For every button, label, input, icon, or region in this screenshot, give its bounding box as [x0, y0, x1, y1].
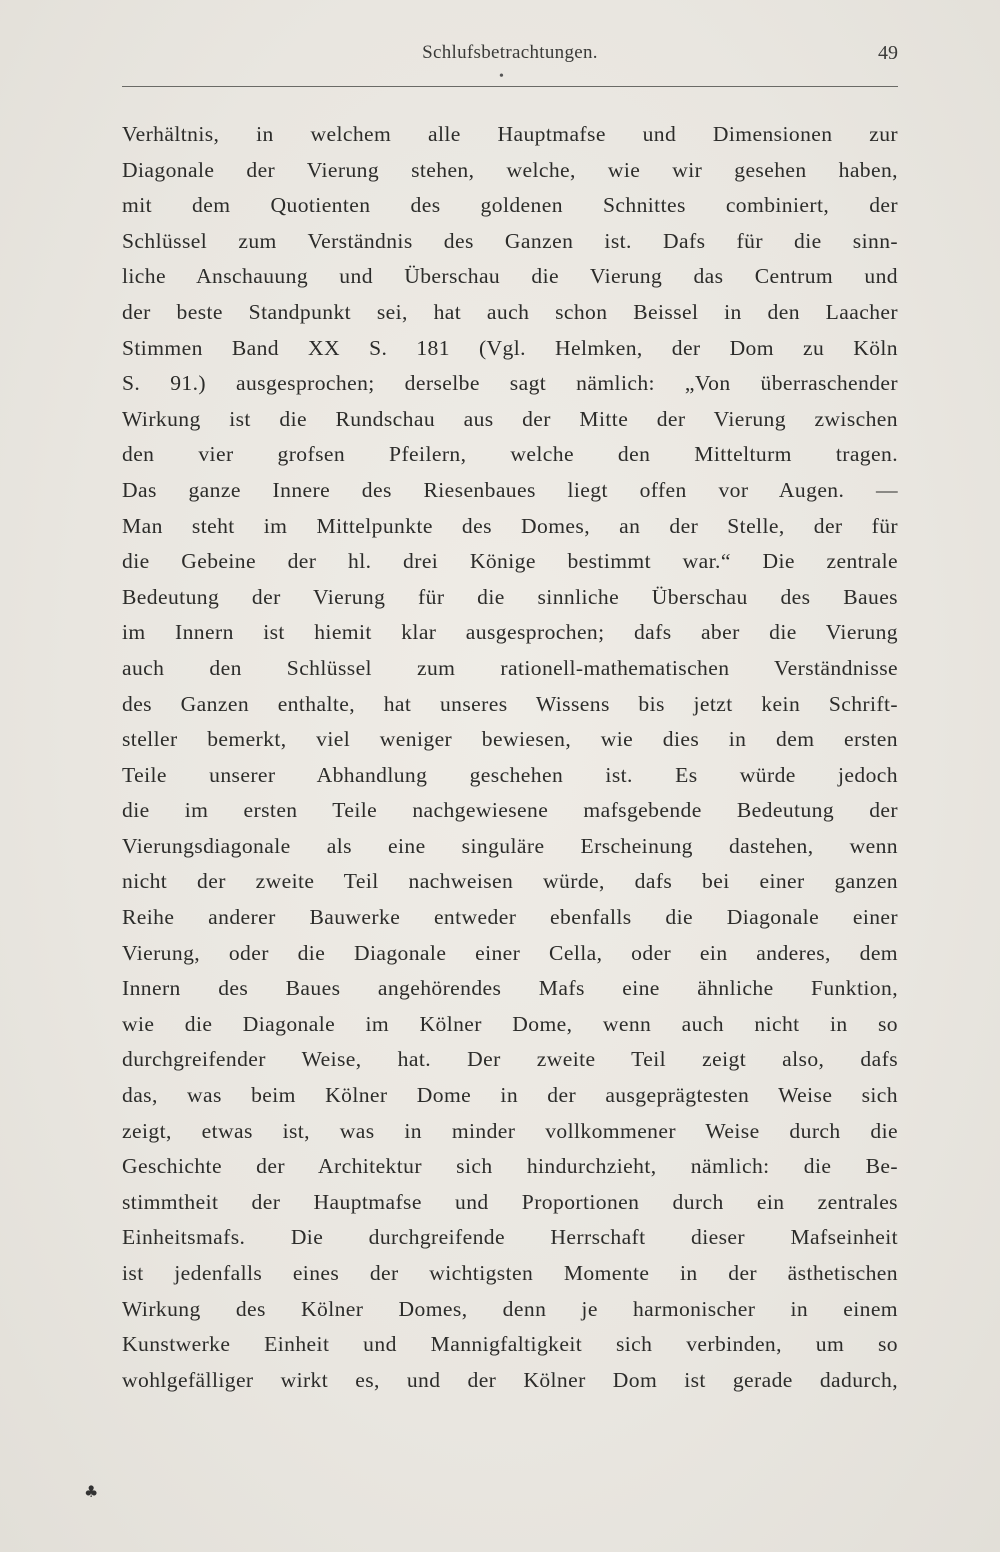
page-number: 49	[878, 42, 898, 64]
text-line: die Gebeine der hl. drei Könige bestimmt war.“ Die zentrale	[122, 549, 898, 574]
text-line: Wirkung des Kölner Domes, denn je harmonischer in einem	[122, 1296, 898, 1321]
text-line: Schlüssel zum Verständnis des Ganzen ist. Dafs für die sinn-	[122, 228, 898, 253]
text-line: der beste Standpunkt sei, hat auch schon Beissel in den Laacher	[122, 299, 898, 324]
text-line: Vierungsdiagonale als eine singuläre Erscheinung dastehen, wenn	[122, 833, 898, 858]
body-text	[122, 117, 898, 1398]
text-line: wie die Diagonale im Kölner Dome, wenn auch nicht in so	[122, 1011, 898, 1036]
text-line: Teile unserer Abhandlung geschehen ist. Es würde jedoch	[122, 762, 898, 787]
text-line: Bedeutung der Vierung für die sinnliche Überschau des Baues	[122, 584, 898, 609]
text-line: Das ganze Innere des Riesenbaues liegt offen vor Augen. —	[122, 477, 898, 502]
text-line: den vier grofsen Pfeilern, welche den Mittelturm tragen.	[122, 442, 898, 467]
text-line: Wirkung ist die Rundschau aus der Mitte der Vierung zwischen	[122, 406, 898, 431]
footer-mark: ♣	[84, 1482, 99, 1501]
text-line: im Innern ist hiemit klar ausgesprochen; dafs aber die Vierung	[122, 620, 898, 645]
text-line: Einheitsmafs. Die durchgreifende Herrschaft dieser Mafseinheit	[122, 1225, 898, 1250]
header-dot: •	[499, 69, 504, 84]
text-line: ist jedenfalls eines der wichtigsten Momente in der ästhetischen	[122, 1261, 898, 1285]
text-line: durchgreifender Weise, hat. Der zweite Teil zeigt also, dafs	[122, 1047, 898, 1072]
text-line: die im ersten Teile nachgewiesene mafsgebende Bedeutung der	[122, 798, 898, 823]
text-line: Man steht im Mittelpunkte des Domes, an der Stelle, der für	[122, 513, 898, 538]
text-line: zeigt, etwas ist, was in minder vollkommener Weise durch die	[122, 1118, 898, 1143]
text-line: Reihe anderer Bauwerke entweder ebenfalls die Diagonale einer	[122, 905, 898, 930]
text-line: mit dem Quotienten des goldenen Schnittes combiniert, der	[122, 193, 898, 218]
text-line: das, was beim Kölner Dome in der ausgeprägtesten Weise sich	[122, 1083, 898, 1108]
text-line: des Ganzen enthalte, hat unseres Wissens bis jetzt kein Schrift-	[122, 691, 898, 716]
running-title: Schlufsbetrachtungen.	[422, 42, 598, 63]
text-line: Geschichte der Architektur sich hindurchzieht, nämlich: die Be-	[122, 1154, 898, 1179]
text-line: liche Anschauung und Überschau die Vierung das Centrum und	[122, 264, 898, 289]
text-line: Kunstwerke Einheit und Mannigfaltigkeit sich verbinden, um so	[122, 1332, 898, 1357]
text-line: stimmtheit der Hauptmafse und Proportionen durch ein zentrales	[122, 1189, 898, 1214]
text-line: Stimmen Band XX S. 181 (Vgl. Helmken, der Dom zu Köln	[122, 335, 898, 360]
text-line: auch den Schlüssel zum rationell-mathematischen Verständnisse	[122, 655, 898, 680]
text-line: nicht der zweite Teil nachweisen würde, dafs bei einer ganzen	[122, 869, 898, 894]
running-head	[122, 42, 898, 88]
text-line: steller bemerkt, viel weniger bewiesen, wie dies in dem ersten	[122, 727, 898, 752]
header-rule	[122, 86, 898, 87]
text-line: Verhältnis, in welchem alle Hauptmafse und Dimensionen zur	[122, 122, 898, 146]
text-line: Diagonale der Vierung stehen, welche, wie wir gesehen haben,	[122, 157, 898, 182]
text-line: S. 91.) ausgesprochen; derselbe sagt nämlich: „Von überraschender	[122, 371, 898, 396]
text-line: Vierung, oder die Diagonale einer Cella, oder ein anderes, dem	[122, 940, 898, 965]
text-line: wohlgefälliger wirkt es, und der Kölner Dom ist gerade dadurch,	[122, 1367, 898, 1392]
text-line: Innern des Baues angehörendes Mafs eine ähnliche Funktion,	[122, 976, 898, 1001]
